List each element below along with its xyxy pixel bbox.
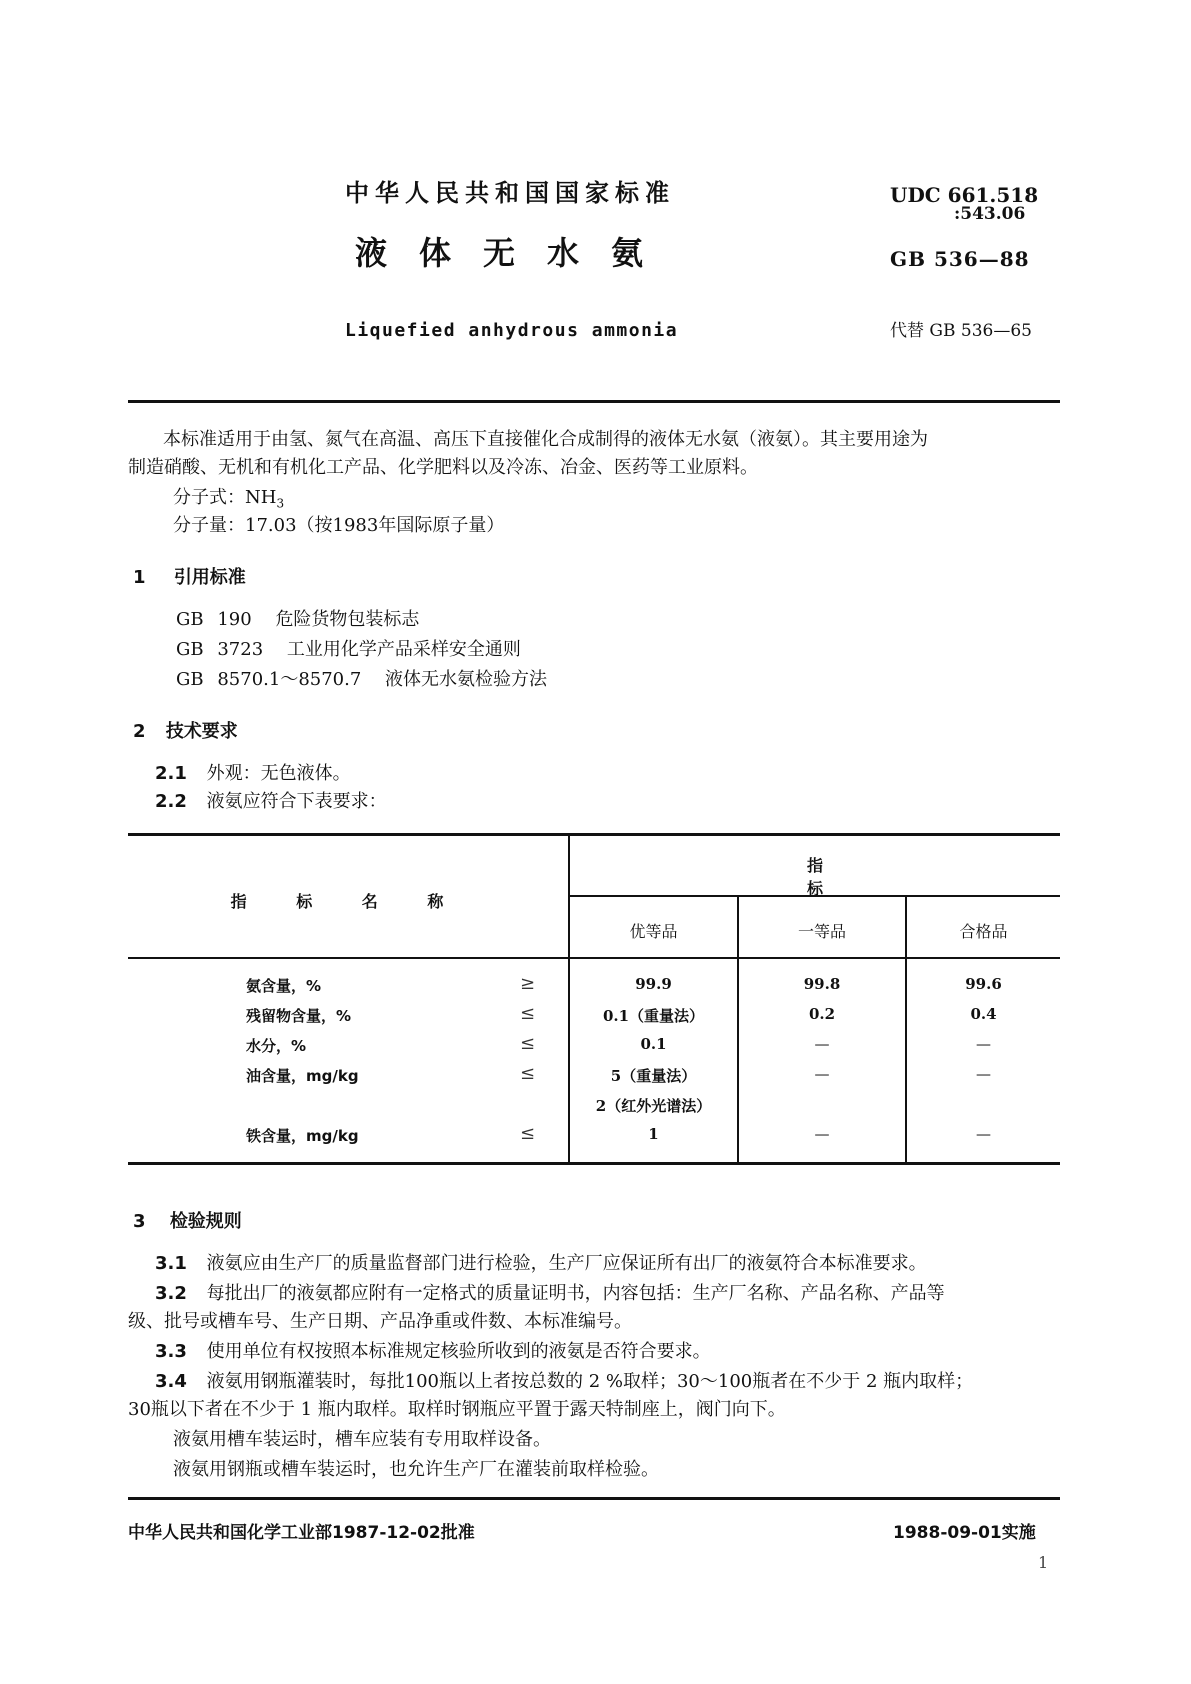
- section-number: 3: [133, 1211, 146, 1232]
- formula-subscript: 3: [276, 496, 285, 511]
- table-bottom-rule: [128, 1162, 1060, 1165]
- ref-number: 8570.1～8570.7: [217, 669, 362, 690]
- clause-2-2: [155, 788, 387, 816]
- grade-qualified: 合格品: [959, 922, 1008, 941]
- value-first: 0.2: [808, 1005, 836, 1023]
- row-name: 水分，%: [246, 1037, 307, 1055]
- replaces-standard: 代替 GB 536—65: [890, 321, 1032, 341]
- row-comparator: ≤: [520, 1063, 536, 1084]
- clause-number: 2.1: [155, 763, 187, 784]
- ref-title: 工业用化学产品采样安全通则: [286, 639, 521, 660]
- effective-date: 1988-09-01实施: [893, 1523, 1036, 1543]
- formula-value: NH: [245, 487, 277, 508]
- standard-number: GB 536—88: [890, 247, 1030, 271]
- value-qualified: —: [976, 1065, 991, 1083]
- value-qualified: —: [976, 1035, 991, 1053]
- value-premium: 0.1（重量法）: [602, 1007, 705, 1025]
- row-name: 氨含量，%: [246, 977, 322, 995]
- reference-item: [176, 636, 521, 664]
- clause-number: 3.2: [155, 1283, 187, 1304]
- grade-premium: 优等品: [629, 922, 678, 941]
- row-comparator: ≤: [520, 1003, 536, 1024]
- row-name: 残留物含量，%: [246, 1007, 352, 1025]
- ref-number: 190: [217, 609, 252, 630]
- udc-code-secondary: :543.06: [954, 204, 1026, 224]
- value-premium: 5（重量法）: [610, 1067, 697, 1085]
- ref-code: GB: [176, 669, 204, 690]
- ref-title: 液体无水氨检验方法: [385, 669, 548, 690]
- value-premium: 1: [648, 1125, 659, 1143]
- value-first: —: [814, 1125, 830, 1143]
- value-first: —: [814, 1065, 830, 1083]
- clause-number: 3.3: [155, 1341, 187, 1362]
- table-top-rule: [128, 833, 1060, 836]
- value-first: —: [814, 1035, 830, 1053]
- value-qualified: 0.4: [970, 1005, 997, 1023]
- clause-3-4-prefill: 液氨用钢瓶或槽车装运时，也允许生产厂在灌装前取样检验。: [173, 1459, 659, 1480]
- clause-text: 使用单位有权按照本标准规定核验所收到的液氨是否符合要求。: [206, 1341, 711, 1362]
- section-number: 1: [133, 567, 146, 588]
- ref-code: GB: [176, 609, 204, 630]
- standard-category: 中华人民共和国国家标准: [345, 179, 675, 207]
- ref-code: GB: [176, 639, 204, 660]
- approval-note: 中华人民共和国化学工业部1987-12-02批准: [128, 1523, 475, 1543]
- clause-text: 液氨应符合下表要求：: [206, 791, 387, 812]
- clause-3-1: [155, 1250, 927, 1278]
- clause-text: 液氨应由生产厂的质量监督部门进行检验，生产厂应保证所有出厂的液氨符合本标准要求。: [206, 1253, 927, 1274]
- reference-item: [176, 666, 547, 694]
- page-number: 1: [1038, 1553, 1049, 1572]
- row-comparator: ≥: [520, 973, 536, 994]
- ref-number: 3723: [217, 639, 264, 660]
- document-title-english: Liquefied anhydrous ammonia: [345, 320, 679, 341]
- molecular-mass: 分子量：17.03（按1983年国际原子量）: [173, 515, 505, 536]
- value-first: 99.8: [803, 975, 841, 993]
- section-title: 检验规则: [169, 1211, 242, 1232]
- header-divider: [128, 400, 1060, 403]
- value-qualified: 99.6: [965, 975, 1002, 993]
- row-comparator: ≤: [520, 1123, 536, 1144]
- section-title: 技术要求: [165, 721, 238, 742]
- clause-3-4-tanker: 液氨用槽车装运时，槽车应装有专用取样设备。: [173, 1429, 551, 1450]
- header-indicator: 指 标: [806, 856, 943, 898]
- reference-item: [176, 606, 419, 634]
- grade-first: 一等品: [797, 922, 846, 941]
- document-title: 液体无水氨: [355, 234, 676, 272]
- formula-label: 分子式：: [173, 487, 245, 508]
- value-qualified: —: [976, 1125, 991, 1143]
- clause-number: 3.4: [155, 1371, 187, 1392]
- footer-divider: [128, 1497, 1060, 1500]
- section-title: 引用标准: [173, 567, 246, 588]
- intro-line-2: 制造硝酸、无机和有机化工产品、化学肥料以及冷冻、冶金、医药等工业原料。: [128, 457, 758, 478]
- clause-text: 每批出厂的液氨都应附有一定格式的质量证明书，内容包括：生产厂名称、产品名称、产品等: [206, 1283, 945, 1304]
- requirements-table: [128, 833, 1060, 1165]
- header-indicator-name: 指 标 名 称: [230, 892, 466, 911]
- section-3-heading: [133, 1207, 242, 1233]
- clause-3-2: [155, 1280, 945, 1308]
- ref-title: 危险货物包装标志: [275, 609, 420, 630]
- clause-3-2-continued: 级、批号或槽车号、生产日期、产品净重或件数、本标准编号。: [128, 1311, 632, 1332]
- clause-number: 3.1: [155, 1253, 187, 1274]
- section-1-heading: [133, 563, 246, 589]
- udc-code: UDC 661.518: [890, 183, 1039, 207]
- row-comparator: ≤: [520, 1033, 536, 1054]
- clause-3-3: [155, 1338, 711, 1366]
- clause-text: 液氨用钢瓶灌装时，每批100瓶以上者按总数的 2 %取样；30～100瓶者在不少于 2 瓶内取样；: [206, 1371, 974, 1392]
- section-2-heading: [133, 717, 238, 743]
- clause-text: 外观：无色液体。: [206, 763, 351, 784]
- clause-3-4: [155, 1368, 973, 1396]
- value-premium: 0.1: [640, 1035, 667, 1053]
- row-name: 铁含量，mg/kg: [246, 1127, 359, 1145]
- value-premium: 2（红外光谱法）: [595, 1097, 712, 1115]
- clause-number: 2.2: [155, 791, 187, 812]
- intro-line-1: 本标准适用于由氢、氮气在高温、高压下直接催化合成制得的液体无水氨（液氨）。其主要用途为: [163, 429, 928, 450]
- section-number: 2: [133, 721, 146, 742]
- clause-2-1: [155, 760, 351, 788]
- row-name: 油含量，mg/kg: [246, 1067, 359, 1085]
- table-header-rule: [128, 957, 1060, 959]
- clause-3-4-continued: 30瓶以下者在不少于 1 瓶内取样。取样时钢瓶应平置于露天特制座上，阀门向下。: [128, 1399, 786, 1420]
- value-premium: 99.9: [635, 975, 672, 993]
